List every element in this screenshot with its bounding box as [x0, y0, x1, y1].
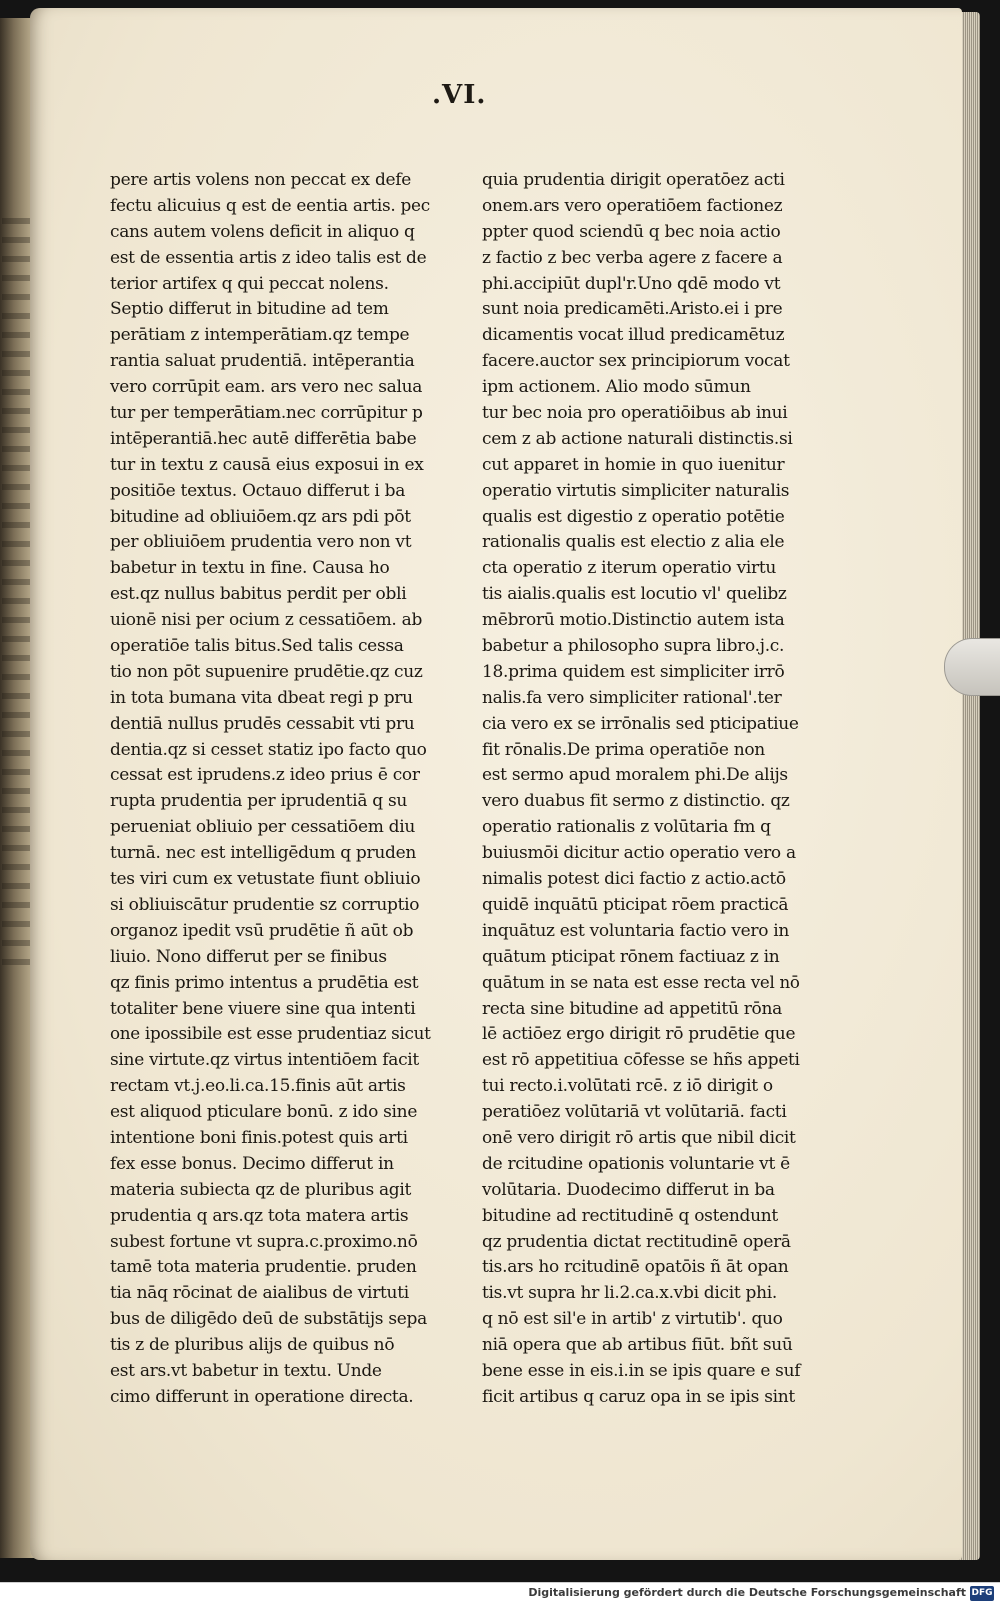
text-line: tio non pōt supuenire prudētie.qz cuz: [110, 661, 423, 682]
text-line: rectam vt.j.eo.li.ca.15.finis aūt artis: [110, 1076, 406, 1097]
text-line: turnā. nec est intelligēdum q pruden: [110, 843, 416, 864]
text-line: qualis est digestio z operatio potētie: [482, 506, 785, 527]
text-line: organoz ipedit vsū prudētie ñ aūt ob: [110, 920, 414, 941]
text-line: liuio. Nono differut per se finibus: [110, 946, 387, 967]
text-line: bus de diligēdo deū de substātijs sepa: [110, 1309, 427, 1330]
text-line: est ars.vt babetur in textu. Unde: [110, 1360, 382, 1381]
text-line: rationalis qualis est electio z alia ele: [482, 532, 785, 553]
text-line: nalis.fa vero simpliciter rational'.ter: [482, 687, 782, 708]
text-line: cans autem volens deficit in aliquo q: [110, 221, 415, 242]
text-line: onem.ars vero operatiōem factionez: [482, 195, 783, 216]
text-line: sine virtute.qz virtus intentiōem facit: [110, 1050, 419, 1071]
text-line: cta operatio z iterum operatio virtu: [482, 558, 777, 579]
text-line: tia nāq rōcinat de aialibus de virtuti: [110, 1283, 409, 1304]
text-line: ppter quod sciendū q bec noia actio: [482, 221, 781, 242]
text-line: tis z de pluribus alijs de quibus nō: [110, 1335, 395, 1356]
text-line: quia prudentia dirigit operatōez acti: [482, 170, 785, 190]
text-line: lē actiōez ergo dirigit rō prudētie que: [482, 1024, 796, 1045]
text-line: q nō est sil'e in artib' z virtutib'. quo: [482, 1309, 783, 1330]
text-line: tamē tota materia prudentie. pruden: [110, 1257, 417, 1278]
text-line: in tota bumana vita dbeat regi p pru: [110, 687, 413, 708]
text-line: prudentia q ars.qz tota matera artis: [110, 1205, 409, 1226]
text-line: cut apparet in homie in quo iuenitur: [482, 454, 785, 475]
text-line: inquātuz est voluntaria factio vero in: [482, 920, 790, 941]
text-line: mēbrorū motio.Distinctio autem ista: [482, 610, 785, 631]
text-line: fectu alicuius q est de eentia artis. pec: [110, 195, 430, 216]
text-line: quātum pticipat rōnem factiuaz z in: [482, 946, 780, 967]
text-line: subest fortune vt supra.c.proximo.nō: [110, 1231, 418, 1252]
folio-number: .VI.: [432, 80, 487, 110]
text-line: intentione boni finis.potest quis arti: [110, 1127, 408, 1148]
text-line: tur in textu z causā eius exposui in ex: [110, 454, 424, 475]
text-line: volūtaria. Duodecimo differut in ba: [482, 1179, 775, 1200]
text-line: operatio rationalis z volūtaria fm q: [482, 817, 771, 838]
text-line: tis.vt supra hr li.2.ca.x.vbi dicit phi.: [482, 1283, 777, 1304]
text-line: de rcitudine opationis voluntarie vt ē: [482, 1153, 790, 1174]
text-line: qz prudentia dictat rectitudinē operā: [482, 1231, 791, 1252]
text-line: ipm actionem. Alio modo sūmun: [482, 377, 751, 398]
text-line: tis aialis.qualis est locutio vl' quelibz: [482, 584, 787, 605]
text-line: cem z ab actione naturali distinctis.si: [482, 428, 793, 449]
text-line: bitudine ad obliuiōem.qz ars pdi pōt: [110, 506, 411, 527]
text-line: fex esse bonus. Decimo differut in: [110, 1153, 394, 1174]
text-line: uionē nisi per ocium z cessatiōem. ab: [110, 610, 423, 631]
text-line: quidē inquātū pticipat rōem practicā: [482, 894, 789, 915]
text-line: est.qz nullus babitus perdit per obli: [110, 584, 407, 605]
text-line: Septio differut in bitudine ad tem: [110, 299, 389, 320]
text-line: babetur a philosopho supra libro.j.c.: [482, 636, 785, 657]
text-line: intēperantiā.hec autē differētia babe: [110, 428, 417, 449]
text-line: ficit artibus q caruz opa in se ipis sint: [482, 1386, 795, 1407]
text-line: est de essentia artis z ideo talis est de: [110, 247, 427, 268]
text-line: 18.prima quidem est simpliciter irrō: [482, 661, 785, 682]
text-line: rupta prudentia per iprudentiā q su: [110, 791, 408, 812]
text-line: est aliquod pticulare bonū. z ido sine: [110, 1102, 418, 1123]
text-line: niā opera que ab artibus fiūt. bñt suū: [482, 1335, 793, 1356]
text-line: perueniat obliuio per cessatiōem diu: [110, 817, 416, 838]
text-line: per obliuiōem prudentia vero non vt: [110, 532, 412, 553]
text-line: cia vero ex se irrōnalis sed pticipatiue: [482, 713, 799, 734]
text-line: tui recto.i.volūtati rcē. z iō dirigit o: [482, 1076, 773, 1097]
text-line: operatio virtutis simpliciter naturalis: [482, 480, 790, 501]
text-line: facere.auctor sex principiorum vocat: [482, 351, 790, 372]
text-line: quātum in se nata est esse recta vel nō: [482, 972, 800, 993]
text-line: dicamentis vocat illud predicamētuz: [482, 325, 785, 346]
text-line: perātiam z intemperātiam.qz tempe: [110, 325, 410, 346]
text-line: operatiōe talis bitus.Sed talis cessa: [110, 636, 404, 657]
funding-credit: Digitalisierung gefördert durch die Deutsche Forschungsgemeinschaft: [528, 1586, 966, 1599]
text-line: tes viri cum ex vetustate fiunt obliuio: [110, 869, 421, 890]
text-line: onē vero dirigit rō artis que nibil dicit: [482, 1127, 796, 1148]
text-line: cessat est iprudens.z ideo prius ē cor: [110, 765, 420, 786]
footer-bar: [0, 1582, 1000, 1605]
bookmark-clip: [944, 638, 1000, 696]
text-line: si obliuiscātur prudentie sz corruptio: [110, 894, 420, 915]
text-line: tis.ars ho rcitudinē opatōis ñ āt opan: [482, 1257, 789, 1278]
text-line: est sermo apud moralem phi.De alijs: [482, 765, 788, 786]
text-line: vero corrūpit eam. ars vero nec salua: [110, 377, 423, 398]
text-line: phi.accipiūt dupl'r.Uno qdē modo vt: [482, 273, 781, 294]
text-line: materia subiecta qz de pluribus agit: [110, 1179, 412, 1200]
text-column-left: [110, 168, 430, 1411]
text-line: sunt noia predicamēti.Aristo.ei i pre: [482, 299, 783, 320]
text-line: tur bec noia pro operatiōibus ab inui: [482, 403, 788, 424]
text-line: rantia saluat prudentiā. intēperantia: [110, 351, 415, 372]
text-line: babetur in textu in fine. Causa ho: [110, 558, 390, 579]
text-line: recta sine bitudine ad appetitū rōna: [482, 998, 782, 1019]
dfg-logo: DFG: [970, 1586, 994, 1601]
text-line: tur per temperātiam.nec corrūpitur p: [110, 403, 423, 424]
text-column-right: [482, 168, 800, 1411]
text-line: totaliter bene viuere sine qua intenti: [110, 998, 416, 1019]
book-page: [30, 8, 962, 1560]
text-line: cimo differunt in operatione directa.: [110, 1386, 414, 1407]
text-line: positiōe textus. Octauo differut i ba: [110, 480, 406, 501]
text-line: dentiā nullus prudēs cessabit vti pru: [110, 713, 415, 734]
text-line: pere artis volens non peccat ex defe: [110, 170, 412, 190]
text-line: one ipossibile est esse prudentiaz sicut: [110, 1024, 431, 1045]
text-line: nimalis potest dici factio z actio.actō: [482, 869, 786, 890]
text-line: peratiōez volūtariā vt volūtariā. facti: [482, 1102, 787, 1123]
text-line: est rō appetitiua cōfesse se hñs appeti: [482, 1050, 800, 1071]
text-line: qz finis primo intentus a prudētia est: [110, 972, 419, 993]
text-line: fit rōnalis.De prima operatiōe non: [482, 739, 765, 760]
text-line: z factio z bec verba agere z facere a: [482, 247, 783, 268]
text-line: bene esse in eis.i.in se ipis quare e suf: [482, 1360, 801, 1381]
text-line: terior artifex q qui peccat nolens.: [110, 273, 389, 294]
text-line: dentia.qz si cesset statiz ipo facto quo: [110, 739, 427, 760]
text-line: buiusmōi dicitur actio operatio vero a: [482, 843, 796, 864]
text-line: bitudine ad rectitudinē q ostendunt: [482, 1205, 778, 1226]
text-line: vero duabus fit sermo z distinctio. qz: [482, 791, 790, 812]
